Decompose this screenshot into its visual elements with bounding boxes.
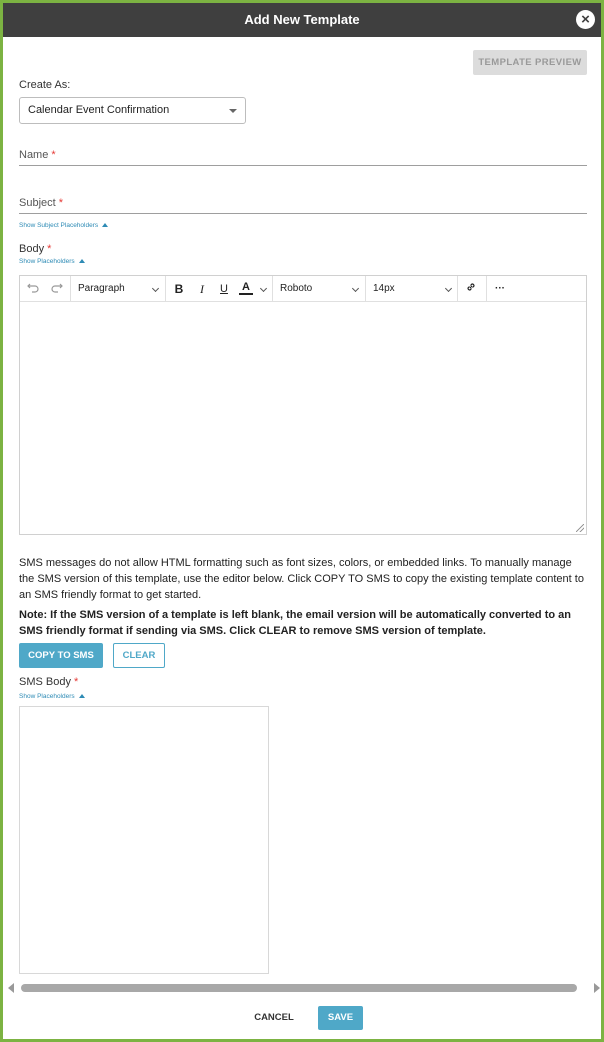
required-marker: * [74,676,79,688]
save-button[interactable]: SAVE [318,1006,363,1030]
required-marker: * [51,149,56,161]
bold-button[interactable]: B [174,282,184,296]
editor-toolbar [20,276,586,302]
caret-up-icon [102,223,108,227]
required-marker: * [58,197,64,209]
show-placeholders-link[interactable] [19,258,85,265]
sms-body-label: SMS Body [19,676,71,688]
sms-note-text: Note: If the SMS version of a template is left blank, the email version will be automatically converted to an SMS friendly format if sending via SMS. Click CLEAR to remove SMS version of template. [19,609,571,637]
create-as-label: Create As: [19,79,71,91]
name-label: Name [19,149,49,161]
font-size-dropdown[interactable] [373,281,451,297]
horizontal-scrollbar[interactable] [7,981,601,995]
name-field[interactable] [19,146,587,166]
undo-icon[interactable] [26,281,40,297]
sms-body-label-row [19,676,78,688]
paragraph-format-label: Paragraph [78,283,125,294]
resize-handle[interactable] [576,524,584,532]
body-label: Body [19,243,45,255]
required-marker: * [47,243,52,255]
text-color-dropdown[interactable] [258,281,266,297]
scroll-left-icon[interactable] [8,983,14,993]
create-as-select[interactable] [19,97,246,124]
show-subject-placeholders-label: Show Subject Placeholders [19,222,99,229]
font-size-label: 14px [373,283,395,294]
chevron-down-icon [152,285,159,292]
chevron-down-icon [445,285,452,292]
chevron-down-icon [352,285,359,292]
caret-up-icon [79,694,85,698]
subject-field[interactable] [19,194,587,214]
cancel-button[interactable]: CANCEL [254,1012,294,1023]
sms-body-textarea[interactable] [19,706,269,974]
more-options-button[interactable]: ··· [495,283,505,294]
caret-up-icon [79,259,85,263]
clear-button[interactable]: CLEAR [113,643,165,668]
close-icon[interactable]: × [576,10,595,29]
redo-icon[interactable] [50,281,64,297]
show-placeholders-label: Show Placeholders [19,258,75,265]
subject-label: Subject [19,197,56,209]
show-subject-placeholders-link[interactable] [19,222,108,229]
template-preview-button[interactable]: TEMPLATE PREVIEW [473,50,587,75]
copy-to-sms-button[interactable]: COPY TO SMS [19,643,103,668]
sms-show-placeholders-link[interactable] [19,693,85,700]
underline-button[interactable]: U [220,283,228,295]
chevron-down-icon [260,285,267,292]
dialog-titlebar [3,3,601,37]
scroll-right-icon[interactable] [594,983,600,993]
body-editor [19,275,587,535]
font-family-label: Roboto [280,283,313,294]
body-label-row [19,243,51,255]
sms-show-placeholders-label: Show Placeholders [19,693,75,700]
text-color-button[interactable]: A [239,281,253,295]
italic-button[interactable]: I [200,282,204,296]
link-icon[interactable] [464,281,478,297]
body-editor-content[interactable] [20,303,586,534]
paragraph-format-dropdown[interactable] [78,281,158,297]
dialog-title: Add New Template [244,12,360,27]
create-as-value: Calendar Event Confirmation [28,104,170,116]
chevron-down-icon [229,109,237,113]
scrollbar-thumb[interactable] [21,984,577,992]
font-family-dropdown[interactable] [280,281,358,297]
sms-info-text: SMS messages do not allow HTML formatting such as font sizes, colors, or embedded links. To manually manage the SMS version of this template, use the editor below. Click COPY TO SMS to copy the existing template content to an SMS friendly format to get started. [19,557,584,601]
